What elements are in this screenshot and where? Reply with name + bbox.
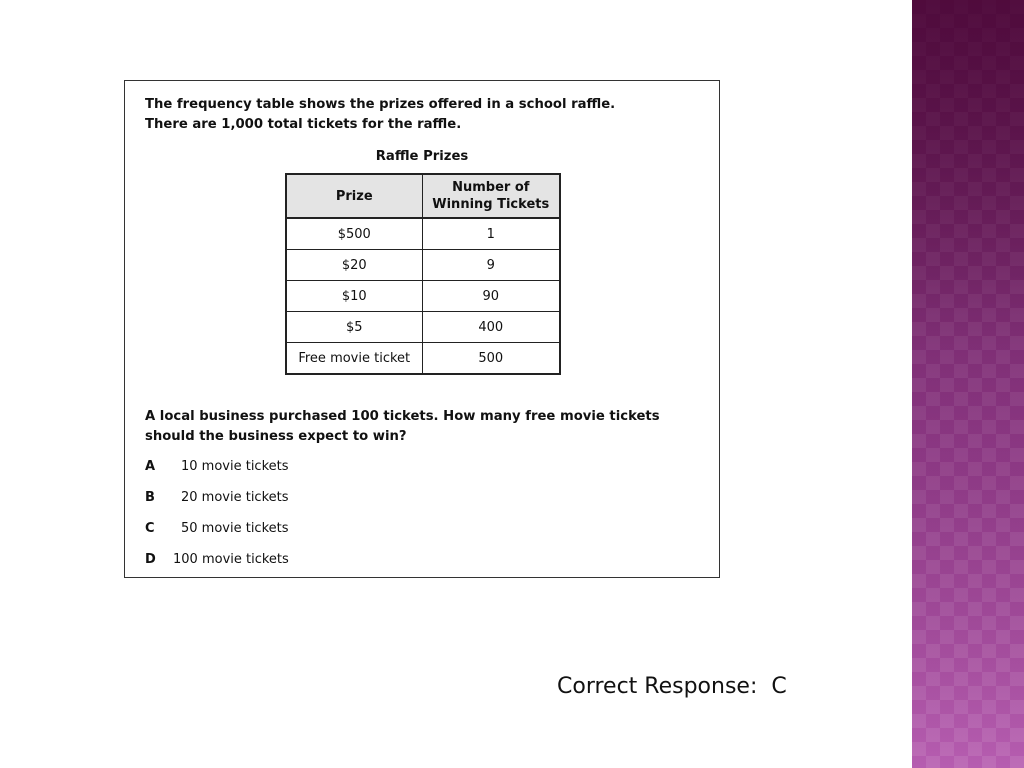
count-cell: 400: [422, 312, 560, 343]
count-cell: 9: [422, 250, 560, 281]
option-text: 100 movie tickets: [173, 552, 289, 567]
option-b: [145, 486, 545, 517]
prize-cell: $5: [286, 312, 422, 343]
question-intro: [145, 95, 705, 135]
prompt-line-1: A local business purchased 100 tickets. How many free movie tickets: [145, 409, 660, 424]
table-row: [286, 343, 560, 375]
correct-response: [557, 674, 787, 699]
answer-options: [145, 455, 545, 579]
table-row: [286, 281, 560, 312]
correct-response-label: Correct Response:: [557, 674, 758, 699]
prize-cell: $20: [286, 250, 422, 281]
question-box: [124, 80, 720, 578]
intro-line-1: The frequency table shows the prizes offered in a school raffle.: [145, 97, 616, 112]
header-winning-tickets: Number of Winning Tickets: [422, 174, 560, 218]
table-title: Raffle Prizes: [375, 149, 469, 164]
decorative-side-band: [912, 0, 1024, 768]
count-cell: 500: [422, 343, 560, 375]
option-text: 20 movie tickets: [181, 490, 289, 505]
option-c: [145, 517, 545, 548]
option-letter: C: [145, 521, 155, 536]
table-header-row: [286, 174, 560, 218]
option-letter: D: [145, 552, 156, 567]
header-prize: Prize: [286, 174, 422, 218]
table-row: [286, 218, 560, 250]
prize-cell: $500: [286, 218, 422, 250]
table-row: [286, 250, 560, 281]
prompt-line-2: should the business expect to win?: [145, 429, 407, 444]
correct-response-value: C: [771, 674, 787, 699]
option-text: 50 movie tickets: [181, 521, 289, 536]
option-a: [145, 455, 545, 486]
option-letter: A: [145, 459, 156, 474]
prize-cell: $10: [286, 281, 422, 312]
option-text: 10 movie tickets: [181, 459, 289, 474]
count-cell: 1: [422, 218, 560, 250]
intro-line-2: There are 1,000 total tickets for the raffle.: [145, 117, 462, 132]
question-prompt: [145, 407, 705, 447]
option-letter: B: [145, 490, 155, 505]
table-row: [286, 312, 560, 343]
count-cell: 90: [422, 281, 560, 312]
option-d: [145, 548, 545, 579]
prize-cell: Free movie ticket: [286, 343, 422, 375]
prize-table: [285, 173, 561, 375]
